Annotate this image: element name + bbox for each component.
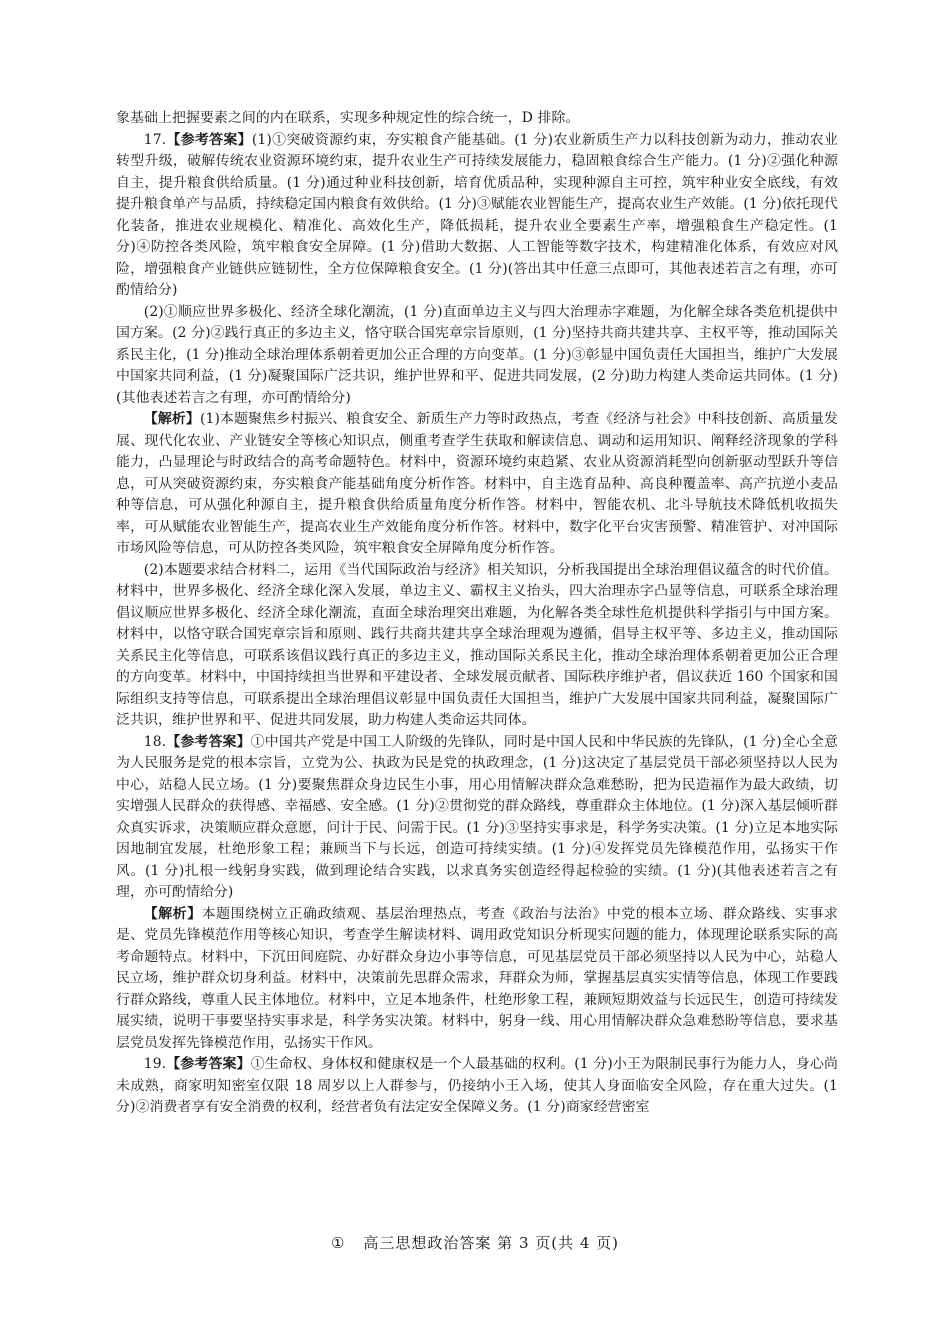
answer-label: 【参考答案】: [166, 131, 252, 148]
paragraph-text: ①生命权、身体权和健康权是一个人最基础的权利。(1 分)小王为限制民事行为能力人，身心尚未成熟，商家明知密室仅限 18 周岁以上人群参与，仍接纳小王入场，使其人身面临安全风险，存在重大过失。(1 分)②消费者享有安全消费的权利，经营者负有法定安全保障义务。(1 分)商家经营密室: [116, 1056, 839, 1115]
paragraph-text: (1)本题聚焦乡村振兴、粮食安全、新质生产力等时政热点，考查《经济与社会》中科技创新、高质量发展、现代化农业、产业链安全等核心知识点，侧重考查学生获取和解读信息、调动和运用知识、阐释经济现象的学科能力，凸显理论与时政结合的高考命题特色。材料中，资源环境约束趋紧、农业从资源消耗型向创新驱动型跃升等信息，可从突破资源约束，夯实粮食产能基础角度分析作答。材料中，自主选育品种、高良种覆盖率、高产抗逆小麦品种等信息，可从强化种源自主，提升粮食供给质量角度分析作答。材料中，智能农机、北斗导航技术降低机收损失率，可从赋能农业智能生产，提高农业生产效能角度分析作答。材料中，数字化平台灾害预警、精准管护、对冲国际市场风险等信息，可从防控各类风险，筑牢粮食安全屏障角度分析作答。: [116, 411, 838, 556]
question-19-answer: [116, 1054, 838, 1119]
question-number: 18.: [143, 733, 167, 750]
analysis-label: 【解析】: [143, 411, 200, 427]
paragraph-text: 本题围绕树立正确政绩观、基层治理热点，考查《政治与法治》中党的根本立场、群众路线、实事求是、党员先锋模范作用等核心知识，考查学生解读材料、调用政党知识分析现实问题的能力，体现理论联系实际的高考命题特点。材料中，下沉田间庭院、办好群众身边小事等信息，可见基层党员干部必须坚持以人民为中心，站稳人民立场，维护群众切身利益。材料中，决策前先思群众需求，拜群众为师，掌握基层真实实情等信息，体现工作要践行群众路线，尊重人民主体地位。材料中，立足本地条件，杜绝形象工程，兼顾短期效益与长远民生，创造可持续发展实绩，说明干事要坚持实事求是，科学务实决策。材料中，躬身一线、用心用情解决群众急难愁盼等信息，要求基层党员发挥先锋模范作用，弘扬实干作风。: [116, 905, 838, 1051]
page-footer: [0, 1232, 950, 1253]
answer-label: 【参考答案】: [166, 733, 251, 750]
question-17-part-2-analysis: [116, 560, 838, 732]
paragraph-1: [116, 108, 838, 130]
footer-page-info: 高三思想政治答案 第 3 页(共 4 页): [363, 1234, 620, 1252]
paragraph-text: 象基础上把握要素之间的内在联系，实现多种规定性的综合统一，D 排除。: [116, 110, 580, 126]
analysis-label: 【解析】: [143, 905, 202, 922]
footer-mark: ①: [330, 1234, 346, 1252]
paragraph-text: (2)①顺应世界多极化、经济全球化潮流，(1 分)直面单边主义与四大治理赤字难题，为化解全球各类危机提供中国方案。(2 分)②践行真正的多边主义，恪守联合国宪章宗旨原则，(1 分)坚持共商共建共享、主权平等，推动国际关系民主化，(1 分)推动全球治理体系朝着更加公正合理的方向变革。(1 分)③彰显中国负责任大国担当，维护广大发展中国家共同利益，(1 分)凝聚国际广泛共识，维护世界和平、促进共同发展，(2 分)助力构建人类命运共同体。(1 分)(其他表述若言之有理，亦可酌情给分): [116, 303, 838, 406]
question-17-part-2-answer: [116, 302, 838, 410]
answer-label: 【参考答案】: [166, 1056, 251, 1072]
paragraph-text: (2)本题要求结合材料二，运用《当代国际政治与经济》相关知识，分析我国提出全球治理倡议蕴含的时代价值。材料中，世界多极化、经济全球化深入发展，单边主义、霸权主义抬头，四大治理赤字凸显等信息，可联系全球治理倡议顺应世界多极化、经济全球化潮流，直面全球治理突出难题，为化解各类全球性危机提供科学指引与中国方案。材料中，以恪守联合国宪章宗旨和原则、践行共商共建共享全球治理观为遵循，倡导主权平等、多边主义，推动国际关系民主化等信息，可联系该倡议践行真正的多边主义，推动国际关系民主化，推动全球治理体系朝着更加公正合理的方向变革。材料中，中国持续担当世界和平建设者、全球发展贡献者、国际秩序维护者，倡议获近 160 个国家和国际组织支持等信息，可联系提出全球治理倡议彰显中国负责任大国担当，维护广大发展中国家共同利益，凝聚国际广泛共识，维护世界和平、促进共同发展，助力构建人类命运共同体。: [116, 561, 838, 728]
question-number: 17.: [143, 131, 167, 148]
question-number: 19.: [143, 1056, 167, 1072]
paragraph-text: (1)①突破资源约束，夯实粮食产能基础。(1 分)农业新质生产力以科技创新为动力，推动农业转型升级，破解传统农业资源环境约束，提升农业生产可持续发展能力，稳固粮食综合生产能力。(1 分)②强化种源自主，提升粮食供给质量。(1 分)通过种业科技创新，培育优质品种，实现种源自主可控，筑牢种业安全底线，有效提升粮食单产与品质，持续稳定国内粮食有效供给。(1 分)③赋能农业智能生产，提高农业生产效能。(1 分)依托现代化装备，推进农业规模化、精准化、高效化生产，降低损耗，提升农业全要素生产率，增强粮食生产稳定性。(1 分)④防控各类风险，筑牢粮食安全屏障。(1 分)借助大数据、人工智能等数字技术，构建精准化体系，有效应对风险，增强粮食产业链供应链韧性，全方位保障粮食安全。(1 分)(答出其中任意三点即可，其他表述若言之有理，亦可酌情给分): [116, 131, 838, 298]
paragraph-text: ①中国共产党是中国工人阶级的先锋队，同时是中国人民和中华民族的先锋队，(1 分)全心全意为人民服务是党的根本宗旨，立党为公、执政为民是党的执政理念，(1 分)这决定了基层党员干部必须坚持以人民为中心，站稳人民立场。(1 分)要聚焦群众身边民生小事，用心用情解决群众急难愁盼，把为民造福作为最大政绩，切实增强人民群众的获得感、幸福感、安全感。(1 分)②贯彻党的群众路线，尊重群众主体地位。(1 分)深入基层倾听群众真实诉求，决策顺应群众意愿，问计于民、问需于民。(1 分)③坚持实事求是，科学务实决策。(1 分)立足本地实际因地制宜发展，杜绝形象工程；兼顾当下与长远，创造可持续实绩。(1 分)④发挥党员先锋模范作用，弘扬实干作风。(1 分)扎根一线躬身实践，做到理论结合实践，以求真务实创造经得起检验的实绩。(1 分)(其他表述若言之有理，亦可酌情给分): [116, 733, 839, 900]
answer-document: [116, 108, 838, 1119]
question-17-analysis: [116, 409, 838, 560]
question-18-answer: [116, 732, 838, 904]
question-18-analysis: [116, 904, 838, 1055]
question-17-answer: [116, 130, 838, 302]
